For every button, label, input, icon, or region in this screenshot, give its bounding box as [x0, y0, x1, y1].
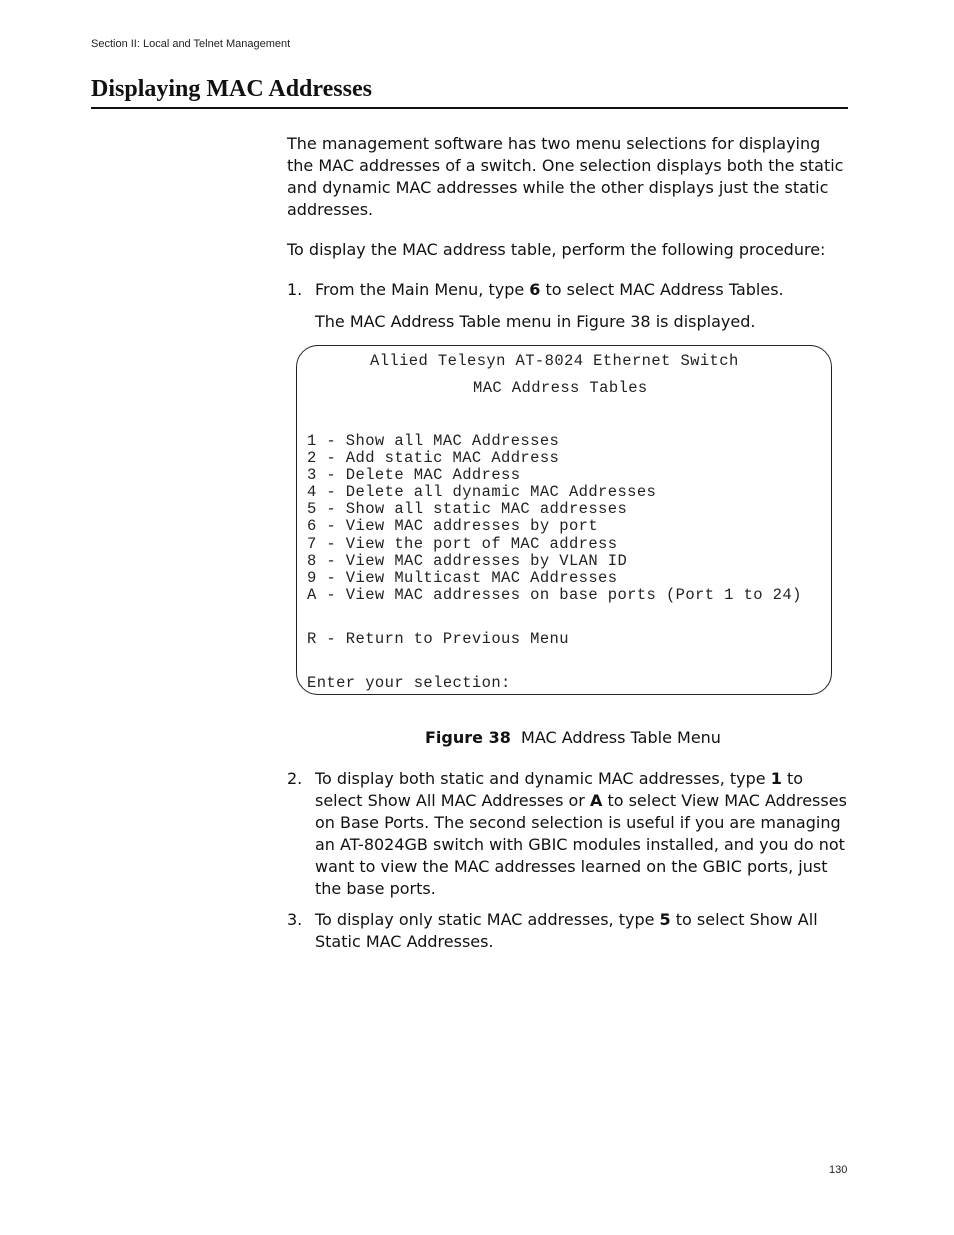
figure-label: Figure 38	[425, 728, 511, 747]
terminal-return-item: R - Return to Previous Menu	[307, 630, 569, 648]
figure-caption	[425, 728, 721, 747]
terminal-menu-item: 6 - View MAC addresses by port	[307, 517, 599, 536]
step-text: To display both static and dynamic MAC addresses, type 1 to select Show All MAC Addresses or A to select View MAC Addresses on Base Ports. The second selection is useful if you are managing an AT-8024GB switch with GBIC modules installed, and you do not want to view the MAC addresses learned on the GBIC ports, just the base ports.	[315, 769, 847, 898]
step-text: To display only static MAC addresses, type 5 to select Show All Static MAC Addresses.	[315, 910, 818, 951]
terminal-menu-item: 1 - Show all MAC Addresses	[307, 432, 560, 450]
step-note: The MAC Address Table menu in Figure 38 is displayed.	[315, 312, 756, 331]
terminal-title: Allied Telesyn AT-8024 Ethernet Switch	[370, 352, 739, 370]
terminal-prompt: Enter your selection:	[307, 674, 511, 692]
page-number: 130	[829, 1164, 848, 1176]
terminal-menu-item: 4 - Delete all dynamic MAC Addresses	[307, 483, 657, 502]
page-title: Displaying MAC Addresses	[91, 76, 848, 109]
intro-paragraph-1	[287, 133, 847, 221]
step-2	[287, 768, 847, 900]
terminal-menu-item: 9 - View Multicast MAC Addresses	[307, 568, 618, 587]
intro-text-1: The management software has two menu selections for displaying the MAC addresses of a switch. One selection displays both the static and dynamic MAC addresses while the other displays just the static addresses.	[287, 134, 844, 219]
terminal-menu-item: A - View MAC addresses on base ports (Port 1 to 24)	[307, 585, 802, 604]
terminal-menu-item: 7 - View the port of MAC address	[307, 534, 618, 553]
step-number: 2.	[287, 769, 303, 788]
terminal-subtitle: MAC Address Tables	[473, 379, 648, 397]
figure-caption-text: MAC Address Table Menu	[521, 728, 721, 747]
running-header: Section II: Local and Telnet Management	[91, 38, 291, 50]
step-text: From the Main Menu, type 6 to select MAC Address Tables.	[315, 280, 784, 299]
terminal-menu-item: 3 - Delete MAC Address	[307, 466, 521, 485]
terminal-menu-item: 5 - Show all static MAC addresses	[307, 500, 628, 519]
terminal-screen	[296, 345, 832, 695]
intro-text-2: To display the MAC address table, perform the following procedure:	[287, 240, 826, 259]
step-number: 3.	[287, 910, 303, 929]
terminal-menu-item: 8 - View MAC addresses by VLAN ID	[307, 551, 628, 570]
intro-paragraph-2	[287, 239, 847, 261]
terminal-menu-item: 2 - Add static MAC Address	[307, 449, 560, 468]
step-number: 1.	[287, 280, 303, 299]
terminal-menu-list	[307, 433, 802, 604]
